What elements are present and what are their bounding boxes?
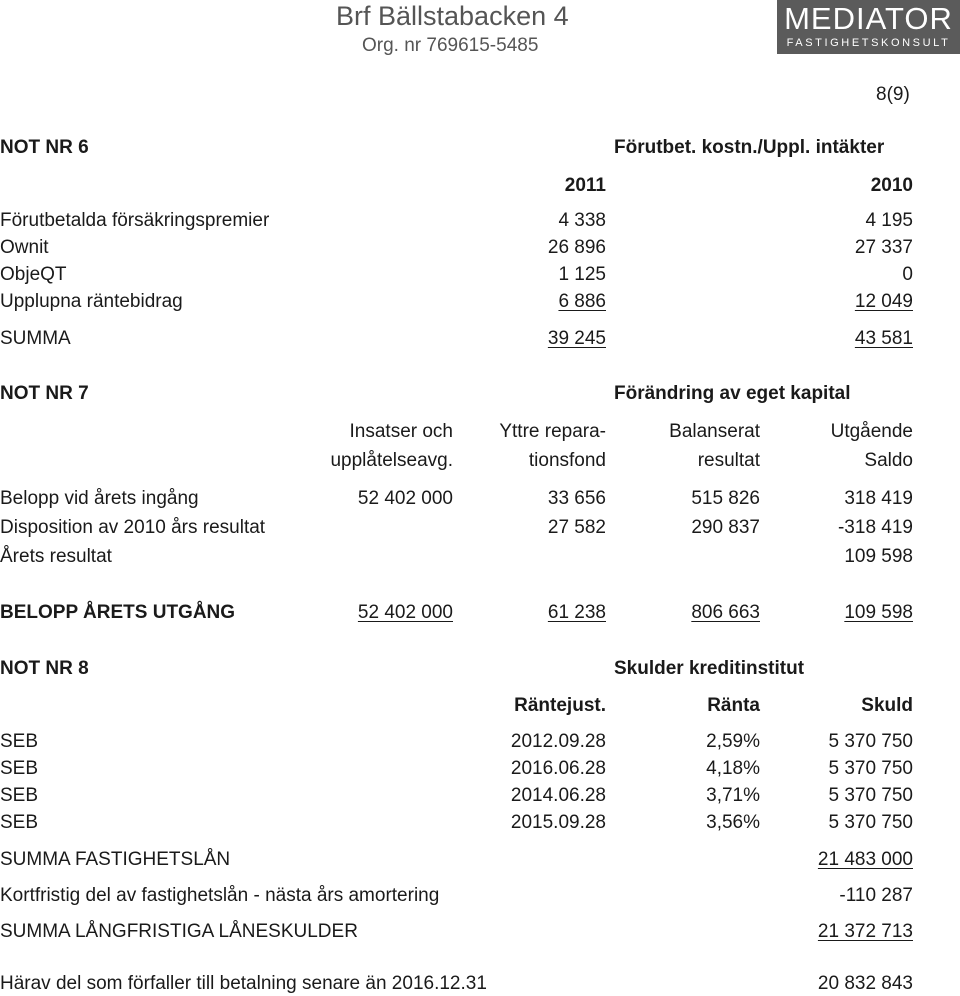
note7-col-header: Insatser och [349, 421, 453, 442]
note8-bank: SEB [0, 812, 39, 833]
note7-col-header: upplåtelseavg. [330, 450, 453, 471]
note6-row-label: Ownit [0, 237, 49, 258]
note8-short-label: Kortfristig del av fastighetslån - nästa års amortering [0, 885, 440, 906]
note7-total-cell: 806 663 [691, 602, 760, 623]
note6-row-value-2010: 27 337 [854, 237, 913, 258]
note8-debt: 5 370 750 [828, 812, 913, 833]
note7-cell: 27 582 [547, 517, 606, 538]
note8-date: 2012.09.28 [510, 731, 606, 752]
note8-bank: SEB [0, 731, 39, 752]
note8-col-date: Räntejust. [514, 695, 606, 716]
org-number: Org. nr 769615-5485 [362, 35, 539, 56]
note8-rate: 3,71% [706, 785, 760, 806]
note6-sum-2011: 39 245 [547, 328, 606, 349]
note7-total-label: BELOPP ÅRETS UTGÅNG [0, 602, 236, 623]
note6-row-label: Upplupna räntebidrag [0, 291, 183, 312]
note6-row-value-2011: 1 125 [558, 264, 606, 285]
note8-long-value: 21 372 713 [817, 921, 913, 942]
note8-rate: 3,56% [706, 812, 760, 833]
note8-date: 2015.09.28 [510, 812, 606, 833]
note7-total-cell: 52 402 000 [357, 602, 453, 623]
note8-bank: SEB [0, 758, 39, 779]
note8-date: 2016.06.28 [510, 758, 606, 779]
note8-debt: 5 370 750 [828, 731, 913, 752]
note6-row-value-2010: 0 [902, 264, 913, 285]
note8-title: NOT NR 8 [0, 658, 89, 679]
note7-cell: 290 837 [691, 517, 760, 538]
note7-cell: 52 402 000 [357, 488, 453, 509]
note8-col-debt: Skuld [861, 695, 913, 716]
note7-cell: 318 419 [844, 488, 913, 509]
note7-col-header: Yttre repara- [499, 421, 606, 442]
note6-row-value-2011: 4 338 [558, 210, 606, 231]
note7-cell: -318 419 [837, 517, 913, 538]
note6-row-value-2010: 4 195 [865, 210, 913, 231]
note8-sum-value: 21 483 000 [817, 849, 913, 870]
note7-cell: 515 826 [691, 488, 760, 509]
note6-row-label: ObjeQT [0, 264, 67, 285]
note8-rate: 4,18% [706, 758, 760, 779]
logo-subtext: FASTIGHETSKONSULT [786, 37, 951, 49]
note7-col-header: Saldo [864, 450, 913, 471]
note8-debt: 5 370 750 [828, 785, 913, 806]
page-number: 8(9) [876, 84, 910, 105]
note6-subtitle: Förutbet. kostn./Uppl. intäkter [614, 137, 885, 158]
note8-rate: 2,59% [706, 731, 760, 752]
note6-row-value-2011: 6 886 [558, 291, 606, 312]
note7-col-header: Utgående [830, 421, 913, 442]
note7-title: NOT NR 7 [0, 383, 89, 404]
note6-row-value-2010: 12 049 [854, 291, 913, 312]
note6-sum-2010: 43 581 [854, 328, 913, 349]
note8-long-label: SUMMA LÅNGFRISTIGA LÅNESKULDER [0, 921, 358, 942]
note7-row-label: Årets resultat [0, 546, 112, 567]
note8-date: 2014.06.28 [510, 785, 606, 806]
document-title: Brf Bällstabacken 4 [336, 1, 569, 31]
note7-cell: 109 598 [844, 546, 913, 567]
note6-sum-label: SUMMA [0, 328, 71, 349]
note8-later-label: Härav del som förfaller till betalning senare än 2016.12.31 [0, 973, 487, 994]
mediator-logo [777, 0, 960, 54]
note8-subtitle: Skulder kreditinstitut [614, 658, 805, 679]
note7-row-label: Belopp vid årets ingång [0, 488, 199, 509]
note6-title: NOT NR 6 [0, 137, 89, 158]
note7-col-header: resultat [697, 450, 760, 471]
logo-word: MEDIATOR [784, 1, 953, 36]
note8-later-value: 20 832 843 [817, 973, 913, 994]
note6-row-label: Förutbetalda försäkringspremier [0, 210, 270, 231]
note8-short-value: -110 287 [839, 885, 913, 906]
note7-total-cell: 109 598 [844, 602, 913, 623]
note8-bank: SEB [0, 785, 39, 806]
note7-cell: 33 656 [547, 488, 606, 509]
note8-col-rate: Ränta [707, 695, 760, 716]
note7-col-header: Balanserat [669, 421, 760, 442]
note8-debt: 5 370 750 [828, 758, 913, 779]
note7-total-cell: 61 238 [547, 602, 606, 623]
note8-sum-label: SUMMA FASTIGHETSLÅN [0, 849, 231, 870]
note6-year-2010: 2010 [870, 175, 913, 196]
note7-row-label: Disposition av 2010 års resultat [0, 517, 266, 538]
note6-row-value-2011: 26 896 [547, 237, 606, 258]
note7-col-header: tionsfond [528, 450, 606, 471]
note7-subtitle: Förändring av eget kapital [614, 383, 851, 404]
note6-year-2011: 2011 [564, 175, 606, 196]
